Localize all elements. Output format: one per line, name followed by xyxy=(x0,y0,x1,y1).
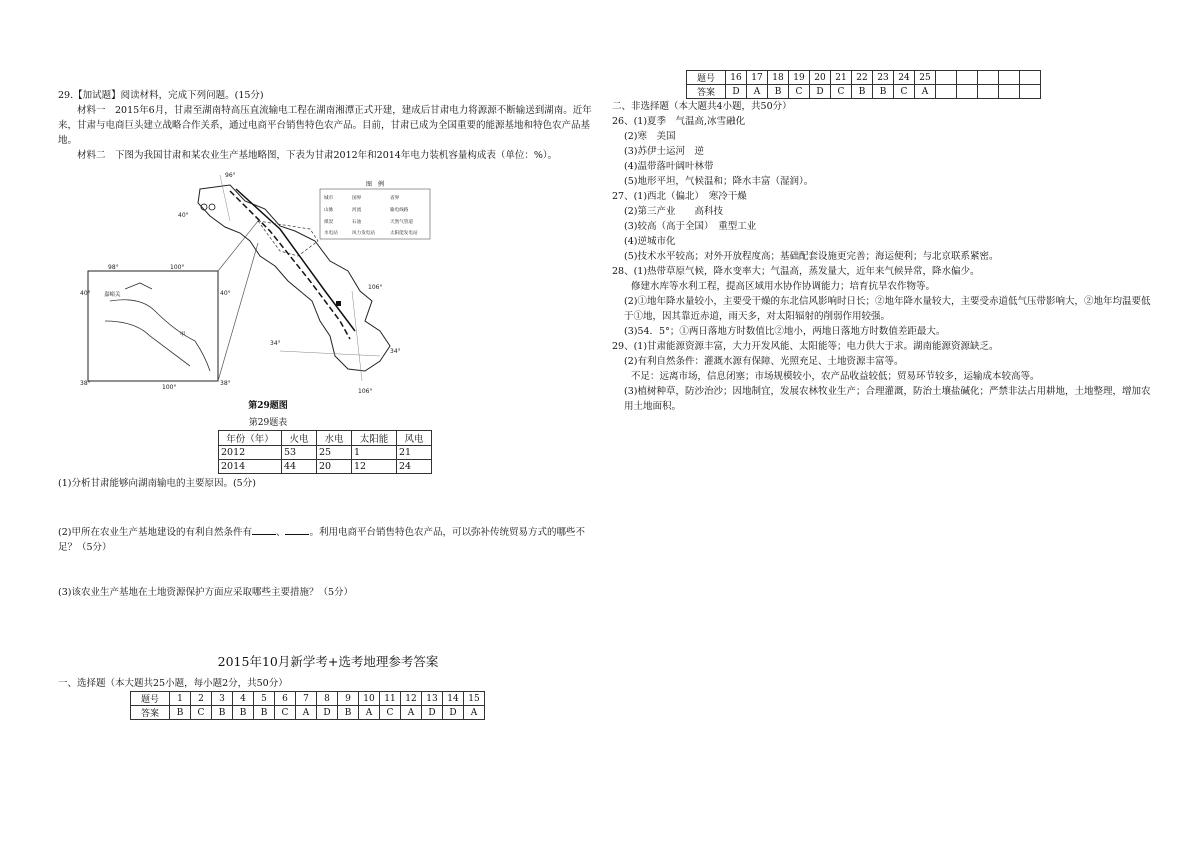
transmission-line xyxy=(236,189,355,331)
answer-cell: 12 xyxy=(401,692,422,706)
map-figure xyxy=(80,171,460,396)
coord-label: 34° xyxy=(390,348,401,355)
table-row xyxy=(219,460,432,474)
answer-line: 26、(1)夏季 气温高,冰雪融化 xyxy=(612,116,746,127)
answer-cell: 13 xyxy=(422,692,443,706)
figure-caption: 第29题图 xyxy=(248,401,288,411)
coord-label: 40° xyxy=(220,290,231,297)
table-row xyxy=(687,85,1041,99)
answer-line: (3)54．5°；①两日落地方时数值比②地小，两地日落地方时数值差距最大。 xyxy=(624,326,946,337)
answer-cell: 17 xyxy=(747,71,768,85)
table-caption: 第29题表 xyxy=(248,418,288,428)
answer-line: 不足：远离市场，信息闭塞；市场规模较小，农产品收益较低；贸易环节较多，运输成本较高等。 xyxy=(631,371,1040,382)
coord-label: 38° xyxy=(80,380,91,387)
legend-item: 省界 xyxy=(390,196,400,201)
river-line xyxy=(110,300,210,371)
answer-cell xyxy=(978,71,999,85)
answer-cell: B xyxy=(852,85,873,99)
answer-cell: B xyxy=(212,706,233,720)
coord-label: 96° xyxy=(225,172,236,179)
answer-cell: 5 xyxy=(254,692,275,706)
answer-line: 29、(1)甘肃能源资源丰富，大力开发风能、太阳能等；电力供大于求。湖南能源资源缺乏。 xyxy=(612,341,999,352)
answer-cell: C xyxy=(894,85,915,99)
meridian-line xyxy=(220,175,230,221)
table-row xyxy=(219,446,432,460)
sub-question-1: (1)分析甘肃能够向湖南输电的主要原因。(5分) xyxy=(58,478,256,489)
answer-cell: 1 xyxy=(170,692,191,706)
answer-cell xyxy=(1020,85,1041,99)
table-cell: 12 xyxy=(352,460,397,474)
coord-label: 38° xyxy=(220,380,231,387)
answer-cell: 20 xyxy=(810,71,831,85)
table-header: 水电 xyxy=(317,431,352,446)
question-29 xyxy=(58,88,598,720)
answer-line: (3)苏伊士运河 逆 xyxy=(624,146,704,157)
place-label: 甲 xyxy=(180,332,186,338)
table-header-row xyxy=(219,431,432,446)
table-cell: 53 xyxy=(282,446,317,460)
coal-icon xyxy=(336,301,341,306)
table-cell: 24 xyxy=(397,460,432,474)
row-label: 答案 xyxy=(687,85,726,99)
answer-cell: A xyxy=(464,706,485,720)
material-2: 材料二 下图为我国甘肃和某农业生产基地略图，下表为甘肃2012年和2014年电力装机容量构成表（单位：%）。 xyxy=(77,150,558,161)
answer-cell: 6 xyxy=(275,692,296,706)
answer-cell: 3 xyxy=(212,692,233,706)
answer-cell: 21 xyxy=(831,71,852,85)
legend-item: 石油 xyxy=(352,220,362,225)
answer-cell: C xyxy=(789,85,810,99)
power-table xyxy=(218,430,432,474)
parallel-line xyxy=(280,351,380,356)
answer-cell: 10 xyxy=(359,692,380,706)
answer-cell xyxy=(1020,71,1041,85)
legend-item: 水电站 xyxy=(324,231,338,236)
answer-cell: 19 xyxy=(789,71,810,85)
table-cell: 21 xyxy=(397,446,432,460)
answer-line: (5)技术水平较高；对外开放程度高；基础配套设施更完善；海运便利；与北京联系紧密。 xyxy=(624,251,999,262)
answer-cell: B xyxy=(254,706,275,720)
answer-cell: 8 xyxy=(317,692,338,706)
answer-line: (2)寒 美国 xyxy=(624,131,676,142)
legend-item: 河流 xyxy=(352,208,362,213)
answer-cell: A xyxy=(915,85,936,99)
answer-cell: D xyxy=(726,85,747,99)
answer-cell xyxy=(936,85,957,99)
inset-frame xyxy=(88,271,218,381)
legend-item: 输电线路 xyxy=(390,208,409,213)
legend-item: 山脉 xyxy=(324,208,334,213)
coord-label: 106° xyxy=(368,284,383,291)
answer-cell: C xyxy=(275,706,296,720)
separator: 、 xyxy=(275,527,286,538)
answer-cell: 22 xyxy=(852,71,873,85)
answer-line: 27、(1)西北（偏北） 寒冷干燥 xyxy=(612,191,747,202)
answer-cell: 4 xyxy=(233,692,254,706)
answer-cell: 23 xyxy=(873,71,894,85)
answer-cell: 7 xyxy=(296,692,317,706)
coord-label: 40° xyxy=(178,212,189,219)
answer-cell: D xyxy=(443,706,464,720)
table-row xyxy=(131,692,485,706)
answer-line: (3)植树种草，防沙治沙；因地制宜，发展农林牧业生产；合理灌溉，防治土壤盐碱化；严禁非法占用耕地，土地整理，增加农用土地面积。 xyxy=(624,386,1151,412)
answer-cell: C xyxy=(191,706,212,720)
answer-key xyxy=(612,70,1152,414)
sub-question-2-text: (2)甲所在农业生产基地建设的有利自然条件有 xyxy=(58,527,252,538)
table-cell: 20 xyxy=(317,460,352,474)
answer-cell: A xyxy=(359,706,380,720)
sub-question-2 xyxy=(58,525,598,555)
mountain-line xyxy=(125,283,152,289)
answer-cell xyxy=(936,71,957,85)
answer-line: (2)第三产业 高科技 xyxy=(624,206,723,217)
table-row xyxy=(131,706,485,720)
answer-cell: D xyxy=(317,706,338,720)
answer-cell xyxy=(978,85,999,99)
section-2-heading: 二、非选择题（本大题共4小题，共50分） xyxy=(612,101,792,112)
material-1: 材料一 2015年6月，甘肃至湖南特高压直流输电工程在湖南湘潭正式开建，建成后甘肃电力将源源不断输送到湖南。近年来，甘肃与电商巨头建立战略合作关系，通过电商平台销售特色农产品。目前，甘肃已成为全国重要的能源基地和特色农产品基地。 xyxy=(58,105,592,146)
meridian-line xyxy=(352,291,362,381)
row-label: 题号 xyxy=(687,71,726,85)
section-1-heading: 一、选择题（本大题共25小题，每小题2分，共50分） xyxy=(58,678,288,689)
answer-line: (4)温带落叶阔叶林带 xyxy=(624,161,714,172)
gansu-map xyxy=(80,171,460,396)
answer-table-2 xyxy=(686,70,1041,99)
river-line xyxy=(105,321,190,366)
answer-cell: B xyxy=(338,706,359,720)
table-cell: 1 xyxy=(352,446,397,460)
coord-label: 100° xyxy=(170,264,185,271)
answer-cell: 18 xyxy=(768,71,789,85)
answer-cell: D xyxy=(810,85,831,99)
place-label: 嘉峪关 xyxy=(104,292,121,298)
answer-cell: A xyxy=(401,706,422,720)
answer-cell: B xyxy=(873,85,894,99)
answer-title: 2015年10月新学考+选考地理参考答案 xyxy=(217,654,439,669)
sub-question-2-text: 。利用电商平台销售特色农产品，可以弥补传统贸易方式的哪些不足？（5分） xyxy=(58,527,585,553)
answer-cell xyxy=(999,85,1020,99)
city-icon xyxy=(209,204,215,210)
answer-cell: 2 xyxy=(191,692,212,706)
answer-line: (2)有利自然条件：灌溉水源有保障、光照充足、土地资源丰富等。 xyxy=(624,356,904,367)
answer-line: 修建水库等水利工程，提高区域用水协作协调能力；培育抗旱农作物等。 xyxy=(631,281,936,292)
answer-line: (3)较高（高于全国） 重型工业 xyxy=(624,221,757,232)
table-row xyxy=(687,71,1041,85)
coord-label: 106° xyxy=(358,388,373,395)
answer-cell: D xyxy=(422,706,443,720)
legend-item: 煤炭 xyxy=(324,220,334,225)
table-cell: 2012 xyxy=(219,446,282,460)
answer-cell: A xyxy=(296,706,317,720)
answer-cell: B xyxy=(170,706,191,720)
answer-cell: B xyxy=(768,85,789,99)
table-cell: 25 xyxy=(317,446,352,460)
answer-line: (5)地形平坦，气候温和；降水丰富（湿润）。 xyxy=(624,176,814,187)
answer-table-1 xyxy=(130,691,485,720)
row-label: 答案 xyxy=(131,706,170,720)
answer-cell: 24 xyxy=(894,71,915,85)
answer-cell: 11 xyxy=(380,692,401,706)
coord-label: 100° xyxy=(162,384,177,391)
answer-line: 28、(1)热带草原气候，降水变率大；气温高，蒸发量大，近年来气候异常，降水偏少。 xyxy=(612,266,980,277)
legend-item: 太阳能发电站 xyxy=(390,231,418,236)
sub-question-3: (3)该农业生产基地在土地资源保护方面应采取哪些主要措施？（5分） xyxy=(58,587,354,598)
legend-title: 图 例 xyxy=(365,181,385,188)
answer-line: (2)①地年降水量较小，主要受干燥的东北信风影响时日长；②地年降水量较大，主要受赤道低气压带影响大，②地年均温要低于①地，因其靠近赤道，雨天多，对太阳辐射的削弱作用较强。 xyxy=(624,296,1151,322)
answer-blank[interactable] xyxy=(252,525,276,535)
q29-header: 29.【加试题】阅读材料，完成下列问题。(15分) xyxy=(58,90,264,101)
answer-cell xyxy=(957,85,978,99)
answer-cell: 9 xyxy=(338,692,359,706)
table-cell: 44 xyxy=(282,460,317,474)
answer-lines xyxy=(612,114,1152,414)
answer-cell: 25 xyxy=(915,71,936,85)
table-cell: 2014 xyxy=(219,460,282,474)
answer-cell xyxy=(999,71,1020,85)
answer-blank[interactable] xyxy=(285,525,309,535)
transmission-line xyxy=(230,191,350,339)
answer-cell: A xyxy=(747,85,768,99)
legend-item: 风力发电站 xyxy=(352,231,375,236)
table-header: 年份（年） xyxy=(219,431,282,446)
answer-cell: C xyxy=(380,706,401,720)
table-header: 风电 xyxy=(397,431,432,446)
row-label: 题号 xyxy=(131,692,170,706)
answer-cell: 15 xyxy=(464,692,485,706)
table-header: 太阳能 xyxy=(352,431,397,446)
legend-item: 城市 xyxy=(324,196,334,201)
legend-item: 国界 xyxy=(352,196,362,201)
answer-cell: 14 xyxy=(443,692,464,706)
answer-cell: 16 xyxy=(726,71,747,85)
coord-label: 34° xyxy=(270,340,281,347)
answer-line: (4)逆城市化 xyxy=(624,236,676,247)
answer-cell xyxy=(957,71,978,85)
coord-label: 40° xyxy=(80,290,91,297)
answer-cell: C xyxy=(831,85,852,99)
coord-label: 98° xyxy=(108,264,119,271)
answer-cell: B xyxy=(233,706,254,720)
table-header: 火电 xyxy=(282,431,317,446)
legend-item: 天然气管道 xyxy=(390,220,413,225)
